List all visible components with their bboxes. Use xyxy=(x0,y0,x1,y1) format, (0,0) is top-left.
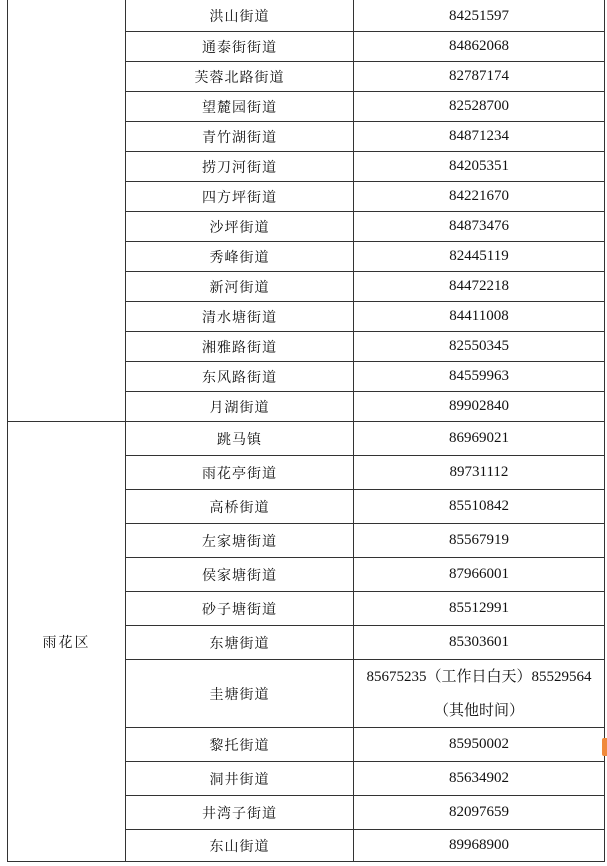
street-name-cell: 东风路街道 xyxy=(202,369,277,386)
phone-number-cell: 82445119 xyxy=(449,248,509,264)
phone-number-cell: 86969021 xyxy=(449,430,509,446)
phone-number-cell: 85634902 xyxy=(449,770,509,786)
phone-number-cell: 82528700 xyxy=(449,98,509,114)
phone-number-cell: 84559963 xyxy=(449,368,509,384)
street-name-cell: 洪山街道 xyxy=(209,9,270,25)
street-name-cell: 四方坪街道 xyxy=(202,189,277,206)
phone-number-cell: 84411008 xyxy=(449,308,509,324)
phone-number-cell: 89968900 xyxy=(449,837,509,853)
street-name-cell: 跳马镇 xyxy=(217,431,262,448)
phone-number-cell: 85567919 xyxy=(449,532,509,548)
phone-number-cell: 82097659 xyxy=(449,804,509,820)
street-name-cell: 新河街道 xyxy=(209,279,270,296)
phone-number-cell: 89731112 xyxy=(449,464,509,480)
phone-number-cell: 84862068 xyxy=(449,38,509,54)
street-name-cell: 黎托街道 xyxy=(209,737,270,754)
street-name-cell: 雨花亭街道 xyxy=(202,465,277,482)
street-name-cell: 洞井街道 xyxy=(209,771,270,788)
phone-number-cell: 89902840 xyxy=(449,398,509,414)
page-edge-marker xyxy=(602,738,607,756)
column-border xyxy=(604,0,605,862)
phone-number-cell: 84221670 xyxy=(449,188,509,204)
phone-number-cell: 84873476 xyxy=(449,218,509,234)
street-name-cell: 井湾子街道 xyxy=(202,805,277,822)
row-border xyxy=(7,861,605,862)
phone-number-cell: 85675235（工作日白天）85529564（其他时间） xyxy=(366,669,592,719)
phone-number-cell: 85510842 xyxy=(449,498,509,514)
street-name-cell: 月湖街道 xyxy=(209,399,270,416)
phone-number-cell: 85950002 xyxy=(449,736,509,752)
street-name-cell: 沙坪街道 xyxy=(209,219,270,236)
phone-number-cell: 84871234 xyxy=(449,128,509,144)
street-name-cell: 砂子塘街道 xyxy=(202,601,277,618)
district-name-cell: 雨花区 xyxy=(42,634,91,651)
phone-number-cell: 84472218 xyxy=(449,278,509,294)
phone-number-cell: 87966001 xyxy=(449,566,509,582)
street-name-cell: 清水塘街道 xyxy=(202,309,277,326)
street-name-cell: 东塘街道 xyxy=(209,635,270,652)
street-name-cell: 东山街道 xyxy=(209,838,270,855)
contact-table xyxy=(7,0,605,862)
phone-number-cell: 85512991 xyxy=(449,600,509,616)
street-name-cell: 青竹湖街道 xyxy=(202,129,277,146)
phone-number-cell: 84251597 xyxy=(449,7,509,24)
street-name-cell: 湘雅路街道 xyxy=(202,339,277,356)
phone-number-cell: 84205351 xyxy=(449,158,509,174)
street-name-cell: 秀峰街道 xyxy=(209,249,270,266)
street-name-cell: 望麓园街道 xyxy=(202,99,277,116)
street-name-cell: 左家塘街道 xyxy=(202,533,277,550)
street-name-cell: 捞刀河街道 xyxy=(202,159,277,176)
street-name-cell: 高桥街道 xyxy=(209,499,270,516)
street-name-cell: 通泰街街道 xyxy=(202,39,277,56)
street-name-cell: 圭塘街道 xyxy=(209,686,270,703)
phone-number-cell: 82550345 xyxy=(449,338,509,354)
street-name-cell: 侯家塘街道 xyxy=(202,567,277,584)
phone-number-cell: 85303601 xyxy=(449,634,509,650)
street-name-cell: 芙蓉北路街道 xyxy=(194,69,285,86)
phone-number-cell: 82787174 xyxy=(449,68,509,84)
